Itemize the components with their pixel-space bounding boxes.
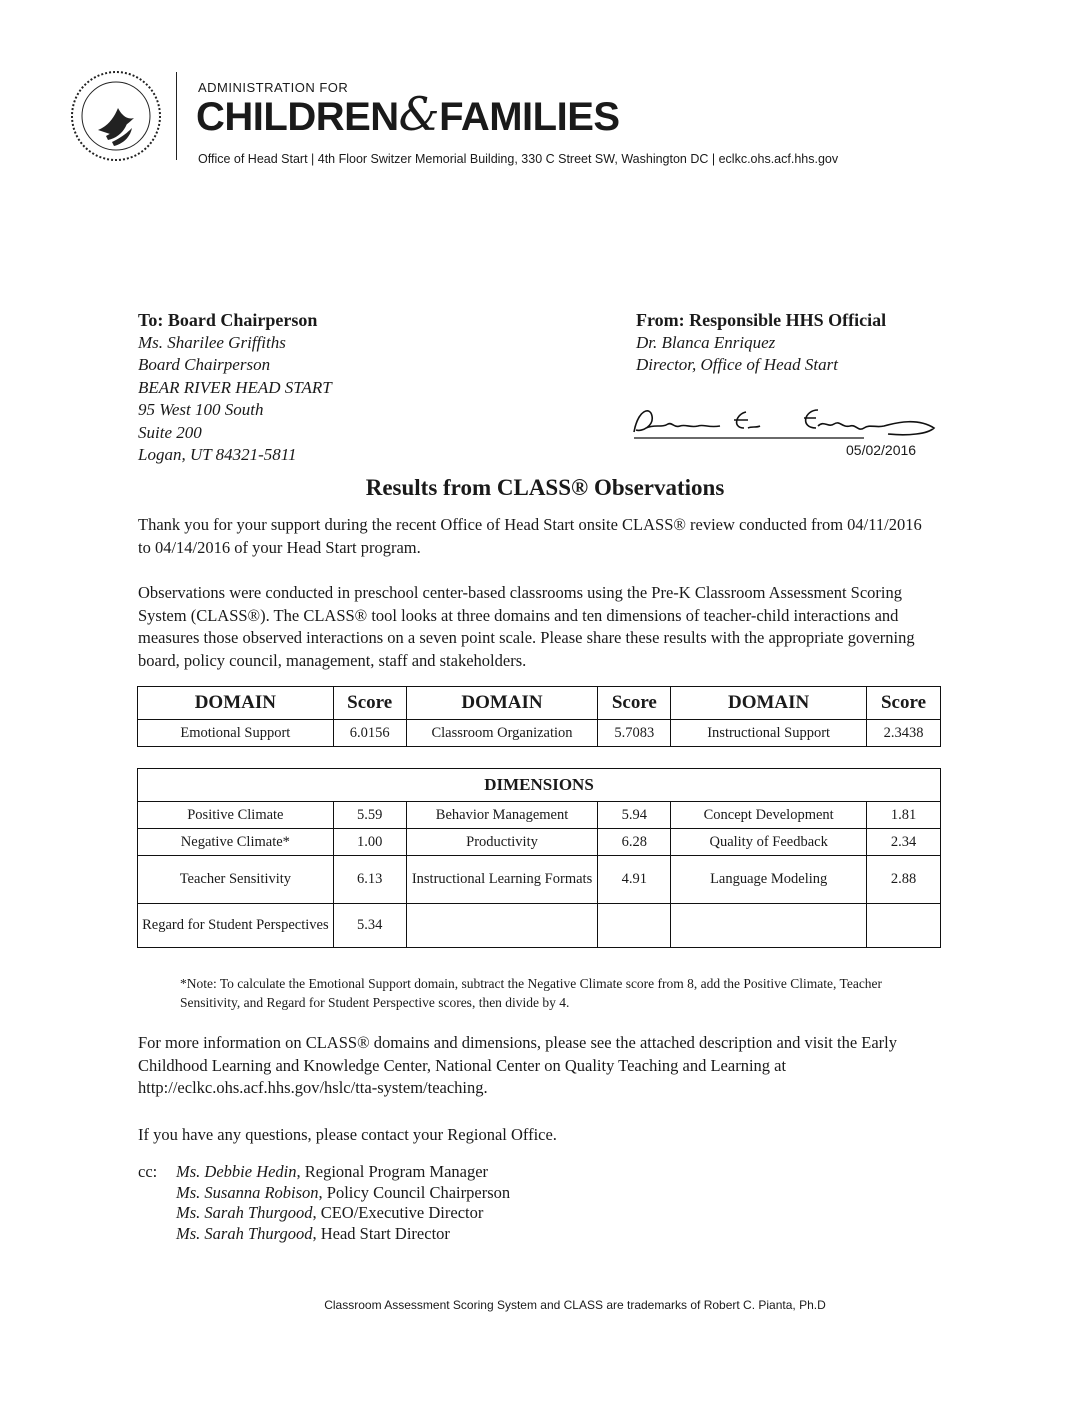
cc-name: Ms. Susanna Robison (176, 1182, 319, 1202)
domain-name: Classroom Organization (406, 720, 598, 747)
signature (628, 398, 948, 448)
dimension-name: Quality of Feedback (671, 829, 867, 856)
cc-label: cc: (138, 1162, 158, 1181)
dimension-score: 2.88 (867, 856, 941, 904)
recipient-street: 95 West 100 South (138, 400, 264, 419)
dimension-name: Regard for Student Perspectives (138, 904, 334, 948)
empty-cell (598, 904, 671, 948)
score-header: Score (333, 687, 406, 720)
domain-name: Emotional Support (138, 720, 334, 747)
cc-name: Ms. Debbie Hedin (176, 1162, 297, 1181)
dimension-row (138, 904, 941, 948)
score-header: Score (867, 687, 941, 720)
dimension-score: 5.94 (598, 802, 671, 829)
sender-block (636, 309, 886, 377)
dimension-row (138, 829, 941, 856)
document-title: Results from CLASS® Observations (365, 475, 725, 500)
dimension-score: 5.34 (333, 904, 406, 948)
recipient-org: BEAR RIVER HEAD START (138, 377, 332, 397)
sender-name: Dr. Blanca Enriquez (636, 332, 776, 352)
dimension-name: Language Modeling (671, 856, 867, 904)
agency-name-families: FAMILIES (439, 95, 620, 139)
dimension-name: Behavior Management (406, 802, 598, 829)
agency-name-children: CHILDREN (196, 95, 399, 139)
dimension-score: 5.59 (333, 802, 406, 829)
dimension-name: Positive Climate (138, 802, 334, 829)
domain-header-row (138, 687, 941, 720)
score-header: Score (598, 687, 671, 720)
domain-score: 5.7083 (598, 720, 671, 747)
observation-paragraph: Observations were conducted in preschool center-based classrooms using the Pre-K Classroom Assessment Scoring System (CLASS®). The CLASS® tool looks at three domains and ten dimensions of teacher-child interactions and measures those observed interactions on a seven point scale. Please share these results with the appropriate governing board, policy council, management, staff and stakeholders. (138, 583, 915, 670)
sender-title: Director, Office of Head Start (636, 355, 838, 374)
more-info-paragraph: For more information on CLASS® domains and dimensions, please see the attached description and visit the Early Childhood Learning and Knowledge Center, National Center on Quality Teaching and Learning at http://eclkc.ohs.acf.hhs.gov/hslc/tta-system/teaching. (138, 1033, 898, 1097)
questions-paragraph: If you have any questions, please contact your Regional Office. (138, 1125, 557, 1144)
dimension-name: Teacher Sensitivity (138, 856, 334, 904)
cc-entry (176, 1224, 510, 1245)
dimension-score: 6.28 (598, 829, 671, 856)
domain-score: 2.3438 (867, 720, 941, 747)
dimensions-title-row (138, 769, 941, 802)
dimension-score: 4.91 (598, 856, 671, 904)
empty-cell (867, 904, 941, 948)
sender-heading: From: Responsible HHS Official (636, 310, 887, 330)
empty-cell (406, 904, 598, 948)
intro-paragraph: Thank you for your support during the recent Office of Head Start onsite CLASS® review conducted from 04/11/2016 to 04/14/2016 of your Head Start program. (138, 515, 922, 557)
cc-role: , Regional Program Manager (296, 1162, 489, 1181)
trademark-footer: Classroom Assessment Scoring System and CLASS are trademarks of Robert C. Pianta, Ph.D (324, 1298, 826, 1312)
empty-cell (671, 904, 867, 948)
dimensions-title: DIMENSIONS (138, 769, 941, 802)
recipient-city: Logan, UT 84321-5811 (138, 445, 297, 464)
cc-role: , Policy Council Chairperson (318, 1182, 511, 1202)
dimension-score: 2.34 (867, 829, 941, 856)
hhs-seal-logo (68, 68, 164, 164)
header-divider (176, 72, 177, 160)
dimension-name: Productivity (406, 829, 598, 856)
domain-header: DOMAIN (406, 687, 598, 720)
dimension-score: 6.13 (333, 856, 406, 904)
cc-role: , CEO/Executive Director (312, 1203, 484, 1222)
cc-name: Ms. Sarah Thurgood (176, 1223, 313, 1243)
domain-name: Instructional Support (671, 720, 867, 747)
cc-entry (176, 1162, 510, 1183)
domain-values-row (138, 720, 941, 747)
recipient-name: Ms. Sharilee Griffiths (138, 332, 286, 352)
dimension-name: Negative Climate* (138, 829, 334, 856)
recipient-block (138, 309, 332, 467)
domain-header: DOMAIN (138, 687, 334, 720)
agency-ampersand: & (398, 87, 440, 141)
recipient-title: Board Chairperson (138, 355, 271, 374)
cc-entry (176, 1183, 510, 1204)
dimension-score: 1.81 (867, 802, 941, 829)
dimension-name: Instructional Learning Formats (406, 856, 598, 904)
cc-role: , Head Start Director (312, 1223, 450, 1243)
calculation-note: *Note: To calculate the Emotional Support domain, subtract the Negative Climate score from 8, add the Positive Climate, Teacher Sensitivity, and Regard for Student Perspective scores, then divide by 4. (180, 976, 883, 1010)
dimensions-table (137, 768, 941, 948)
recipient-suite: Suite 200 (138, 422, 202, 442)
cc-entry (176, 1203, 510, 1224)
dimension-row (138, 856, 941, 904)
dimension-score: 1.00 (333, 829, 406, 856)
domain-scores-table (137, 686, 941, 747)
cc-name: Ms. Sarah Thurgood (176, 1203, 313, 1222)
dimension-row (138, 802, 941, 829)
cc-list (176, 1162, 510, 1244)
office-address-line: Office of Head Start | 4th Floor Switzer Memorial Building, 330 C Street SW, Washington DC | eclkc.ohs.acf.hhs.gov (198, 152, 839, 166)
signature-date: 05/02/2016 (846, 442, 917, 458)
agency-label: ADMINISTRATION FOR (198, 80, 349, 95)
dimension-name: Concept Development (671, 802, 867, 829)
recipient-heading: To: Board Chairperson (138, 310, 318, 330)
domain-score: 6.0156 (333, 720, 406, 747)
domain-header: DOMAIN (671, 687, 867, 720)
